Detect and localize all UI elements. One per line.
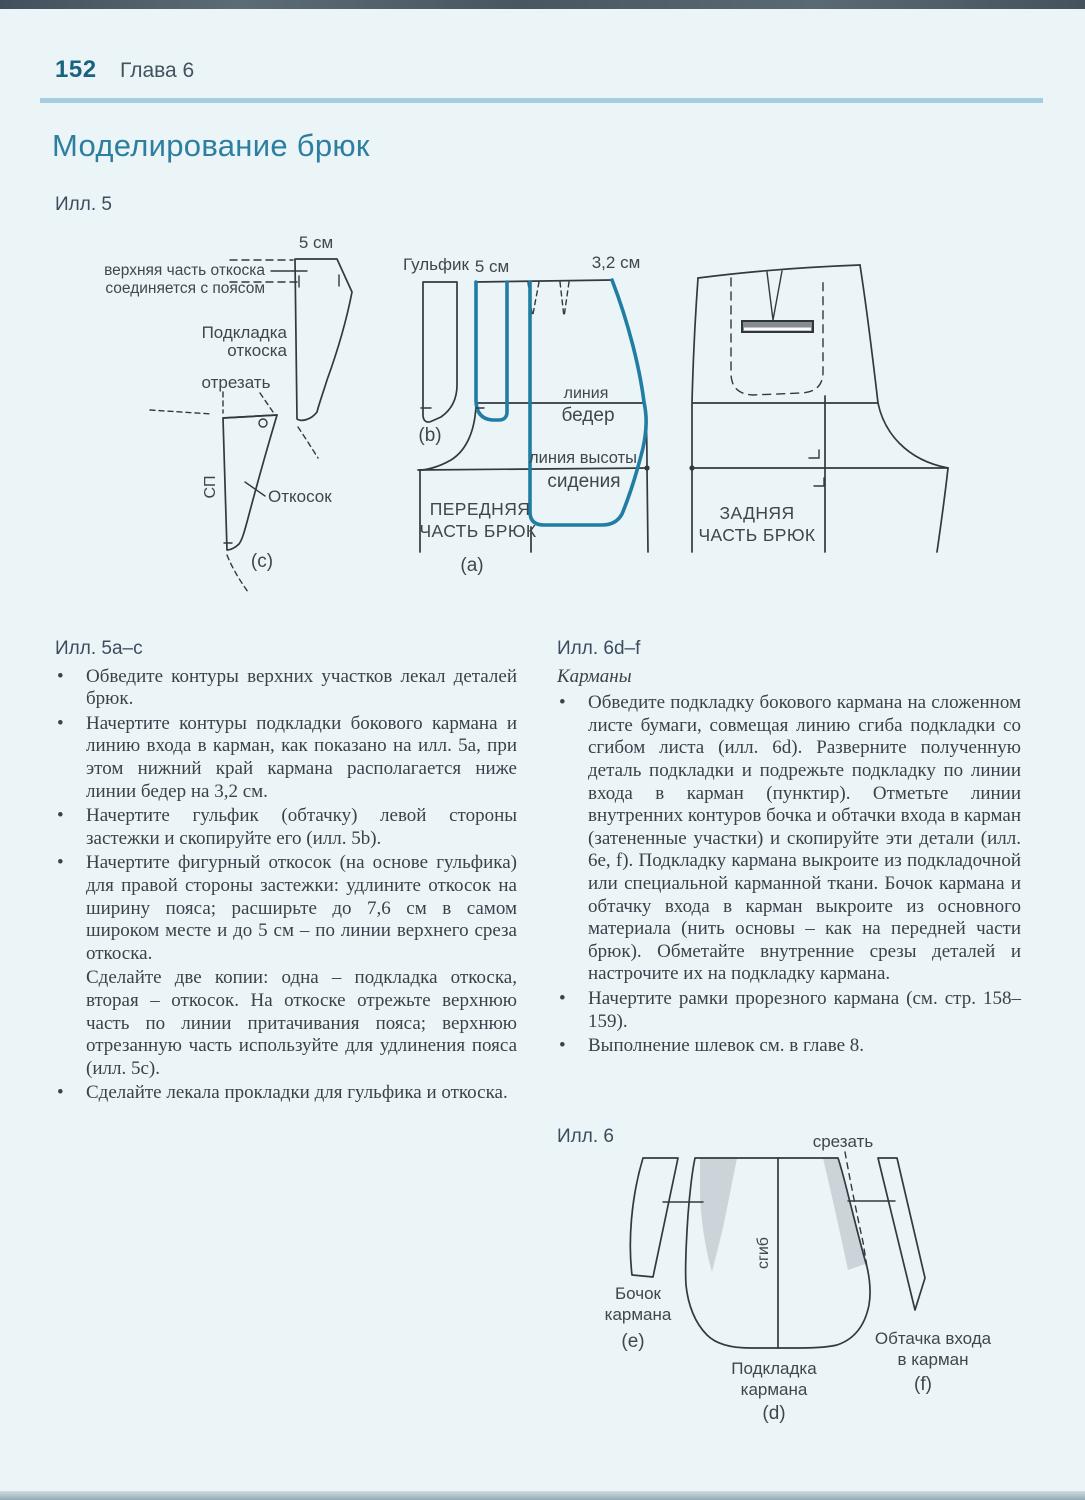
cut-dash-left	[150, 410, 212, 414]
bag-label-2: кармана	[740, 1380, 808, 1399]
list-item	[55, 852, 517, 965]
bullet-marker: •	[57, 805, 64, 827]
bullet-marker: •	[57, 712, 64, 734]
fly-label: Гульфик	[403, 255, 469, 274]
shield-label: Откосок	[268, 487, 332, 506]
left-column	[55, 638, 517, 1107]
tag-d: (d)	[762, 1403, 786, 1424]
bullet-text: Выполнение шлевок см. в главе 8.	[588, 1035, 865, 1057]
seat-line	[418, 468, 647, 470]
facing-label-2: в карман	[897, 1350, 969, 1369]
front-darts	[528, 282, 569, 317]
scan-edge-top	[0, 0, 1085, 9]
list-item	[557, 1035, 1021, 1058]
hip-line-label-2: бедер	[561, 405, 615, 426]
bullet-text: Начертите гульфик (обтачку) левой стороны застежки и скопируйте его (илл. 5b).	[86, 805, 517, 849]
back-waist-edge	[698, 265, 860, 278]
back-side-seam	[860, 265, 948, 468]
bag-label-1: Подкладка	[731, 1359, 817, 1378]
back-trouser-group	[689, 265, 948, 552]
list-item	[557, 692, 1021, 986]
fly-facing-piece	[423, 282, 457, 422]
trim-label: срезать	[812, 1132, 874, 1151]
tag-c: (c)	[250, 551, 274, 572]
side-label-1: Бочок	[615, 1284, 661, 1303]
tag-f: (f)	[914, 1374, 932, 1395]
side-label-2: кармана	[604, 1305, 672, 1324]
bullet-text: Начертите фигурный откосок (на основе гульфика) для правой стороны застежки: удлините откосок на ширину пояса; расширьте до 7,6 см в самом широком месте и до 5 см – по линии верхнего среза откоска.	[86, 852, 517, 964]
list-item	[55, 666, 517, 711]
tag-a: (a)	[460, 555, 484, 576]
note-line1: верхняя часть откоска	[104, 262, 265, 279]
figure5-label: Илл. 5	[55, 194, 112, 215]
dash-curve-right	[298, 427, 318, 458]
shaded-facing-section	[823, 1158, 865, 1270]
cf-label: СП	[202, 475, 219, 499]
page-number: 152	[55, 56, 97, 83]
left-column-heading: Илл. 5a–c	[55, 638, 143, 659]
bullet-marker: •	[57, 665, 64, 687]
scan-edge-bottom	[0, 1491, 1085, 1500]
right-column-heading: Илл. 6d–f	[557, 638, 641, 659]
cut-dash-right	[260, 393, 273, 412]
bullet-marker: •	[559, 987, 566, 1009]
figure-6-diagram	[555, 1120, 1025, 1430]
dash-curve-bottom	[227, 555, 248, 592]
figure-5-diagram	[55, 230, 1015, 602]
facing-label-1: Обтачка входа	[874, 1329, 992, 1348]
seat-line-label-2: сидения	[547, 471, 621, 492]
shield-piece	[223, 415, 277, 550]
note-line2: соединяется с поясом	[105, 280, 265, 297]
back-inseam	[937, 468, 948, 552]
tag-e: (e)	[621, 1331, 645, 1352]
bullet-marker: •	[57, 852, 64, 874]
lining-label-1: Подкладка	[201, 323, 287, 342]
bullet-marker: •	[559, 1035, 566, 1057]
list-item	[557, 988, 1021, 1033]
right-column	[557, 638, 1021, 1060]
list-item	[55, 713, 517, 803]
back-dart	[767, 271, 782, 320]
back-name-2: ЧАСТЬ БРЮК	[698, 525, 816, 545]
bullet-text: Обведите подкладку бокового кармана на сложенном листе бумаги, совмещая линию сгиба подкладки со сгибом листа (илл. 6d). Разверните полученную деталь подкладки и подрежьте подкладку по линии входа в карман (пунктир). Отметьте линии внутренних контуров бочка и обтачки входа в карман (затененные участки) и скопируйте эти детали (илл. 6e, f). Подкладку кармана выкроите из подкладочной или специальной карманной ткани. Бочок кармана и обтачку входа в карман выкроите из основного материала (нить основы – как на передней части брюк). Обметайте внутренние срезы деталей и настрочите их на подкладку кармана.	[588, 692, 1021, 985]
list-item	[55, 805, 517, 850]
figure6-label: Илл. 6	[557, 1126, 614, 1147]
bullet-continuation: Сделайте две копии: одна – подкладка откоска, вторая – откосок. На откоске отрежьте верхнюю часть по линии притачивания пояса; верхнюю отрезанную часть используйте для удлинения пояса (илл. 5c).	[86, 967, 517, 1079]
hip-line-label-1: линия	[563, 385, 609, 402]
shield-lining-piece	[295, 259, 352, 420]
bullet-text: Сделайте лекала прокладки для гульфика и откоска.	[86, 1082, 508, 1104]
page-title: Моделирование брюк	[52, 128, 370, 163]
button-mark	[259, 419, 267, 427]
measure-5cm-left: 5 см	[298, 233, 334, 252]
bullet-marker: •	[559, 692, 566, 714]
seat-line-label-1: линия высоты	[529, 449, 637, 467]
tag-b: (b)	[418, 425, 442, 446]
bullet-marker: •	[57, 1082, 64, 1104]
notch-ticks	[299, 275, 339, 287]
fly-extension-teal	[476, 282, 507, 420]
shaded-side-section	[700, 1158, 737, 1272]
lining-label-2: откоска	[227, 341, 287, 360]
back-left-edge	[692, 278, 698, 552]
fly-shield-group	[104, 233, 352, 592]
measure-5cm-mid: 5 см	[474, 257, 510, 276]
chapter-label: Глава 6	[120, 59, 195, 82]
pocket-facing-piece	[878, 1158, 925, 1310]
right-column-subheading: Карманы	[557, 665, 632, 687]
bullet-text: Обведите контуры верхних участков лекал деталей брюк.	[86, 665, 517, 710]
measure-3-2cm: 3,2 см	[591, 253, 641, 272]
header-rule	[40, 98, 1043, 103]
back-name-1: ЗАДНЯЯ	[719, 503, 795, 523]
welt-pocket-stripe	[744, 328, 811, 331]
front-waist-edge	[475, 280, 612, 282]
pocket-side-piece	[630, 1158, 678, 1277]
front-trouser-group	[403, 253, 650, 576]
front-name-2: ЧАСТЬ БРЮК	[419, 521, 537, 541]
bullet-text: Начертите контуры подкладки бокового кармана и линию входа в карман, как показано на илл. 5a, при этом нижний край кармана располагается ниже линии бедер на 3,2 см.	[86, 712, 517, 802]
fold-label: сгиб	[755, 1237, 772, 1269]
bullet-text: Начертите рамки прорезного кармана (см. стр. 158–159).	[588, 987, 1021, 1032]
list-item	[55, 1082, 517, 1105]
back-seat-dot	[689, 465, 694, 470]
cut-label: отрезать	[201, 373, 271, 392]
front-name-1: ПЕРЕДНЯЯ	[429, 499, 531, 519]
